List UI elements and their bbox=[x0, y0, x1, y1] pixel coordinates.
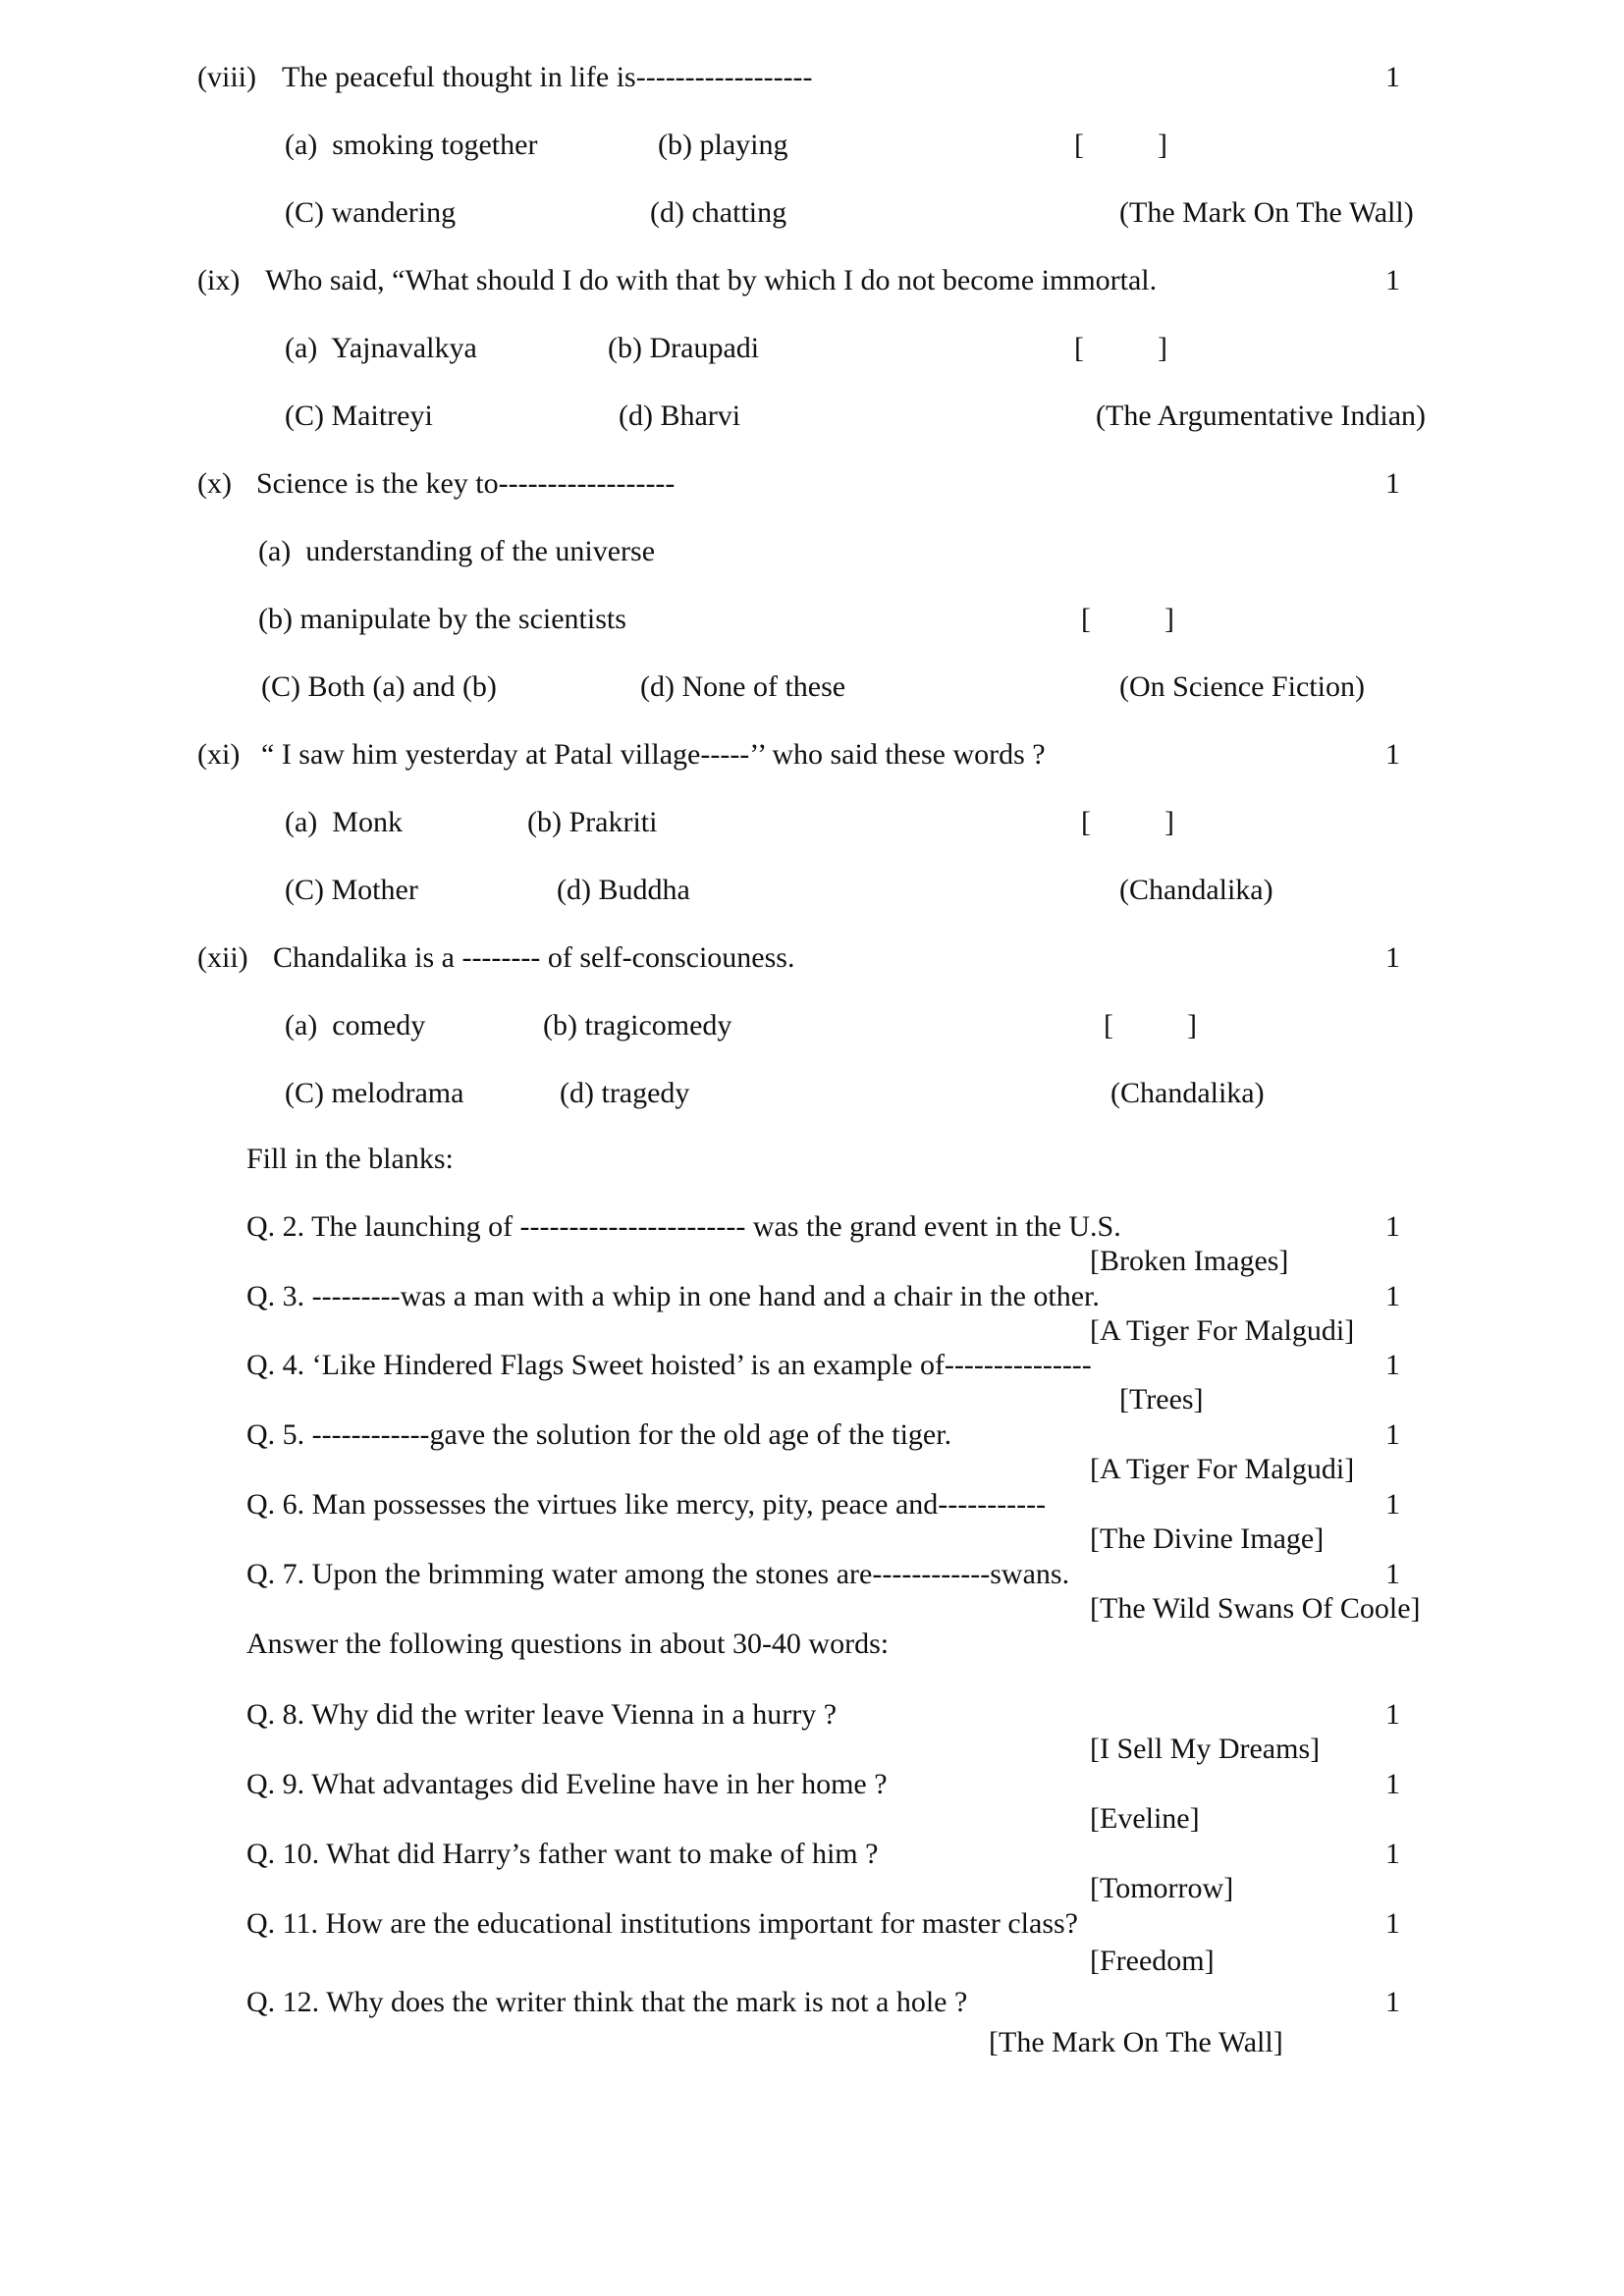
blank-question: Q. 3. ---------was a man with a whip in one hand and a chair in the other. bbox=[246, 1280, 1100, 1312]
question-number: (viii) bbox=[197, 61, 256, 93]
blank-question: Q. 5. ------------gave the solution for the old age of the tiger. bbox=[246, 1418, 952, 1451]
blank-question: Q. 6. Man possesses the virtues like mercy, pity, peace and----------- bbox=[246, 1488, 1047, 1521]
short-question: Q. 10. What did Harry’s father want to make of him ? bbox=[246, 1838, 879, 1870]
option-d: (d) Buddha bbox=[557, 874, 690, 906]
blank-question: Q. 2. The launching of ----------------------- was the grand event in the U.S. bbox=[246, 1210, 1121, 1243]
answer-box: [ ] bbox=[1081, 806, 1174, 838]
question-source: [The Wild Swans Of Coole] bbox=[1090, 1592, 1421, 1625]
option-b: (b) playing bbox=[658, 129, 788, 161]
question-marks: 1 bbox=[1385, 1768, 1400, 1800]
option-a: (a) smoking together bbox=[285, 129, 538, 161]
blank-question: Q. 4. ‘Like Hindered Flags Sweet hoisted’ is an example of--------------- bbox=[246, 1349, 1092, 1381]
question-source: [I Sell My Dreams] bbox=[1090, 1733, 1321, 1765]
question-text: “ I saw him yesterday at Patal village-----’’ who said these words ? bbox=[261, 738, 1046, 771]
option-c: (C) wandering bbox=[285, 196, 457, 229]
question-source: [A Tiger For Malgudi] bbox=[1090, 1453, 1355, 1485]
option-b: (b) Draupadi bbox=[608, 332, 760, 364]
question-marks: 1 bbox=[1385, 264, 1400, 296]
option-d: (d) None of these bbox=[640, 670, 846, 703]
option-b: (b) tragicomedy bbox=[543, 1009, 732, 1041]
question-marks: 1 bbox=[1385, 1418, 1400, 1451]
question-number: (xi) bbox=[197, 738, 241, 771]
question-source: (Chandalika) bbox=[1110, 1077, 1265, 1109]
question-marks: 1 bbox=[1385, 1210, 1400, 1243]
short-question: Q. 8. Why did the writer leave Vienna in a hurry ? bbox=[246, 1698, 838, 1731]
question-marks: 1 bbox=[1385, 738, 1400, 771]
option-b: (b) manipulate by the scientists bbox=[258, 603, 626, 635]
question-marks: 1 bbox=[1385, 1907, 1400, 1940]
blank-question: Q. 7. Upon the brimming water among the stones are------------swans. bbox=[246, 1558, 1070, 1590]
question-marks: 1 bbox=[1385, 1838, 1400, 1870]
option-c: (C) melodrama bbox=[285, 1077, 464, 1109]
option-c: (C) Mother bbox=[285, 874, 418, 906]
question-source: [The Divine Image] bbox=[1090, 1522, 1325, 1555]
question-source: [Eveline] bbox=[1090, 1802, 1200, 1835]
question-source: [Tomorrow] bbox=[1090, 1872, 1234, 1904]
question-marks: 1 bbox=[1385, 1698, 1400, 1731]
question-source: [A Tiger For Malgudi] bbox=[1090, 1314, 1355, 1347]
question-source: (Chandalika) bbox=[1119, 874, 1273, 906]
question-source: [The Mark On The Wall] bbox=[989, 2026, 1283, 2058]
question-source: [Broken Images] bbox=[1090, 1245, 1289, 1277]
question-source: (On Science Fiction) bbox=[1119, 670, 1365, 703]
answer-box: [ ] bbox=[1074, 332, 1167, 364]
question-marks: 1 bbox=[1385, 941, 1400, 974]
question-text: Chandalika is a -------- of self-consciouness. bbox=[273, 941, 795, 974]
option-a: (a) comedy bbox=[285, 1009, 426, 1041]
question-marks: 1 bbox=[1385, 1558, 1400, 1590]
question-marks: 1 bbox=[1385, 1280, 1400, 1312]
option-a: (a) understanding of the universe bbox=[258, 535, 656, 567]
option-d: (d) chatting bbox=[650, 196, 787, 229]
option-a: (a) Monk bbox=[285, 806, 403, 838]
question-marks: 1 bbox=[1385, 1349, 1400, 1381]
answer-box: [ ] bbox=[1074, 129, 1167, 161]
question-source: (The Argumentative Indian) bbox=[1096, 400, 1427, 432]
question-source: [Freedom] bbox=[1090, 1945, 1215, 1977]
question-text: Science is the key to------------------ bbox=[256, 467, 676, 500]
short-question: Q. 12. Why does the writer think that the mark is not a hole ? bbox=[246, 1986, 968, 2018]
section-heading: Answer the following questions in about 30-40 words: bbox=[246, 1628, 890, 1660]
question-number: (xii) bbox=[197, 941, 248, 974]
question-source: [Trees] bbox=[1119, 1383, 1204, 1415]
question-marks: 1 bbox=[1385, 61, 1400, 93]
question-number: (ix) bbox=[197, 264, 241, 296]
section-heading: Fill in the blanks: bbox=[246, 1143, 454, 1175]
question-marks: 1 bbox=[1385, 467, 1400, 500]
question-text: Who said, “What should I do with that by which I do not become immortal. bbox=[265, 264, 1158, 296]
question-number: (x) bbox=[197, 467, 232, 500]
option-a: (a) Yajnavalkya bbox=[285, 332, 477, 364]
question-source: (The Mark On The Wall) bbox=[1119, 196, 1414, 229]
option-c: (C) Both (a) and (b) bbox=[261, 670, 497, 703]
option-d: (d) Bharvi bbox=[619, 400, 741, 432]
short-question: Q. 11. How are the educational institutions important for master class? bbox=[246, 1907, 1079, 1940]
option-c: (C) Maitreyi bbox=[285, 400, 433, 432]
option-b: (b) Prakriti bbox=[527, 806, 658, 838]
answer-box: [ ] bbox=[1104, 1009, 1197, 1041]
option-d: (d) tragedy bbox=[560, 1077, 690, 1109]
answer-box: [ ] bbox=[1081, 603, 1174, 635]
short-question: Q. 9. What advantages did Eveline have in her home ? bbox=[246, 1768, 888, 1800]
question-marks: 1 bbox=[1385, 1986, 1400, 2018]
question-marks: 1 bbox=[1385, 1488, 1400, 1521]
question-text: The peaceful thought in life is------------------ bbox=[282, 61, 813, 93]
